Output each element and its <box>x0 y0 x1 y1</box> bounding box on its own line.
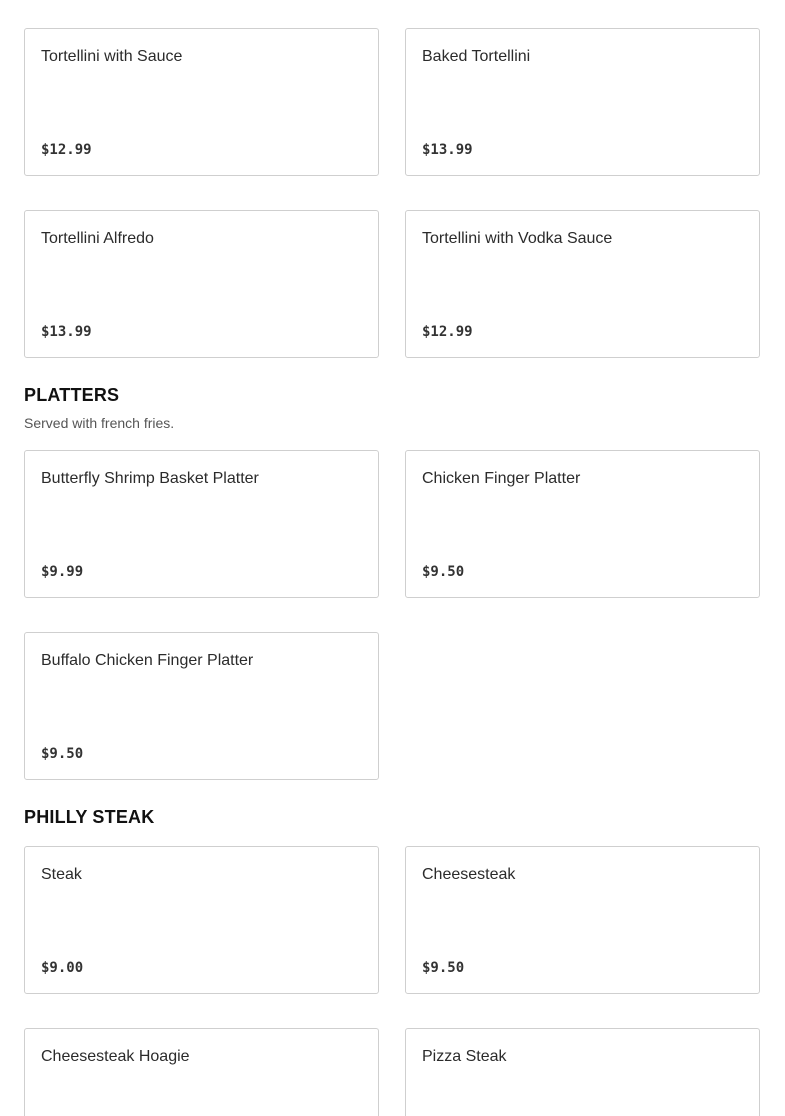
menu-item-name: Pizza Steak <box>422 1048 507 1065</box>
menu-item-card[interactable] <box>24 450 379 598</box>
menu-item-name: Butterfly Shrimp Basket Platter <box>41 470 259 487</box>
menu-item-price: $9.50 <box>422 960 465 976</box>
menu-item-card[interactable] <box>405 210 760 358</box>
menu-item-name: Tortellini with Sauce <box>41 48 183 65</box>
menu-item-name: Steak <box>41 866 82 883</box>
menu-item-name: Chicken Finger Platter <box>422 470 581 487</box>
menu-item-name: Tortellini Alfredo <box>41 230 154 247</box>
menu-item-price: $13.99 <box>422 142 473 158</box>
section-description-platters: Served with french fries. <box>24 415 175 431</box>
menu-item-card[interactable] <box>24 210 379 358</box>
section-title-philly-steak: PHILLY STEAK <box>24 807 155 827</box>
menu-item-card[interactable] <box>24 28 379 176</box>
menu-item-price: $9.50 <box>41 746 84 762</box>
menu-item-card[interactable] <box>24 1028 379 1116</box>
menu-item-price: $9.50 <box>422 564 465 580</box>
section-title-platters: PLATTERS <box>24 385 120 405</box>
menu-item-price: $13.99 <box>41 324 92 340</box>
menu-item-name: Cheesesteak Hoagie <box>41 1048 190 1065</box>
menu-item-price: $12.99 <box>41 142 92 158</box>
menu-item-name: Cheesesteak <box>422 866 516 883</box>
menu-item-card[interactable] <box>405 28 760 176</box>
menu-item-price: $12.99 <box>422 324 473 340</box>
menu-item-card[interactable] <box>405 450 760 598</box>
menu-item-price: $9.00 <box>41 960 84 976</box>
menu-item-name: Baked Tortellini <box>422 48 531 65</box>
menu-item-card[interactable] <box>24 632 379 780</box>
menu-item-card[interactable] <box>405 1028 760 1116</box>
menu-item-card[interactable] <box>405 846 760 994</box>
menu-item-price: $9.99 <box>41 564 84 580</box>
menu-item-card[interactable] <box>24 846 379 994</box>
menu-item-name: Buffalo Chicken Finger Platter <box>41 652 254 669</box>
menu-item-name: Tortellini with Vodka Sauce <box>422 230 613 247</box>
